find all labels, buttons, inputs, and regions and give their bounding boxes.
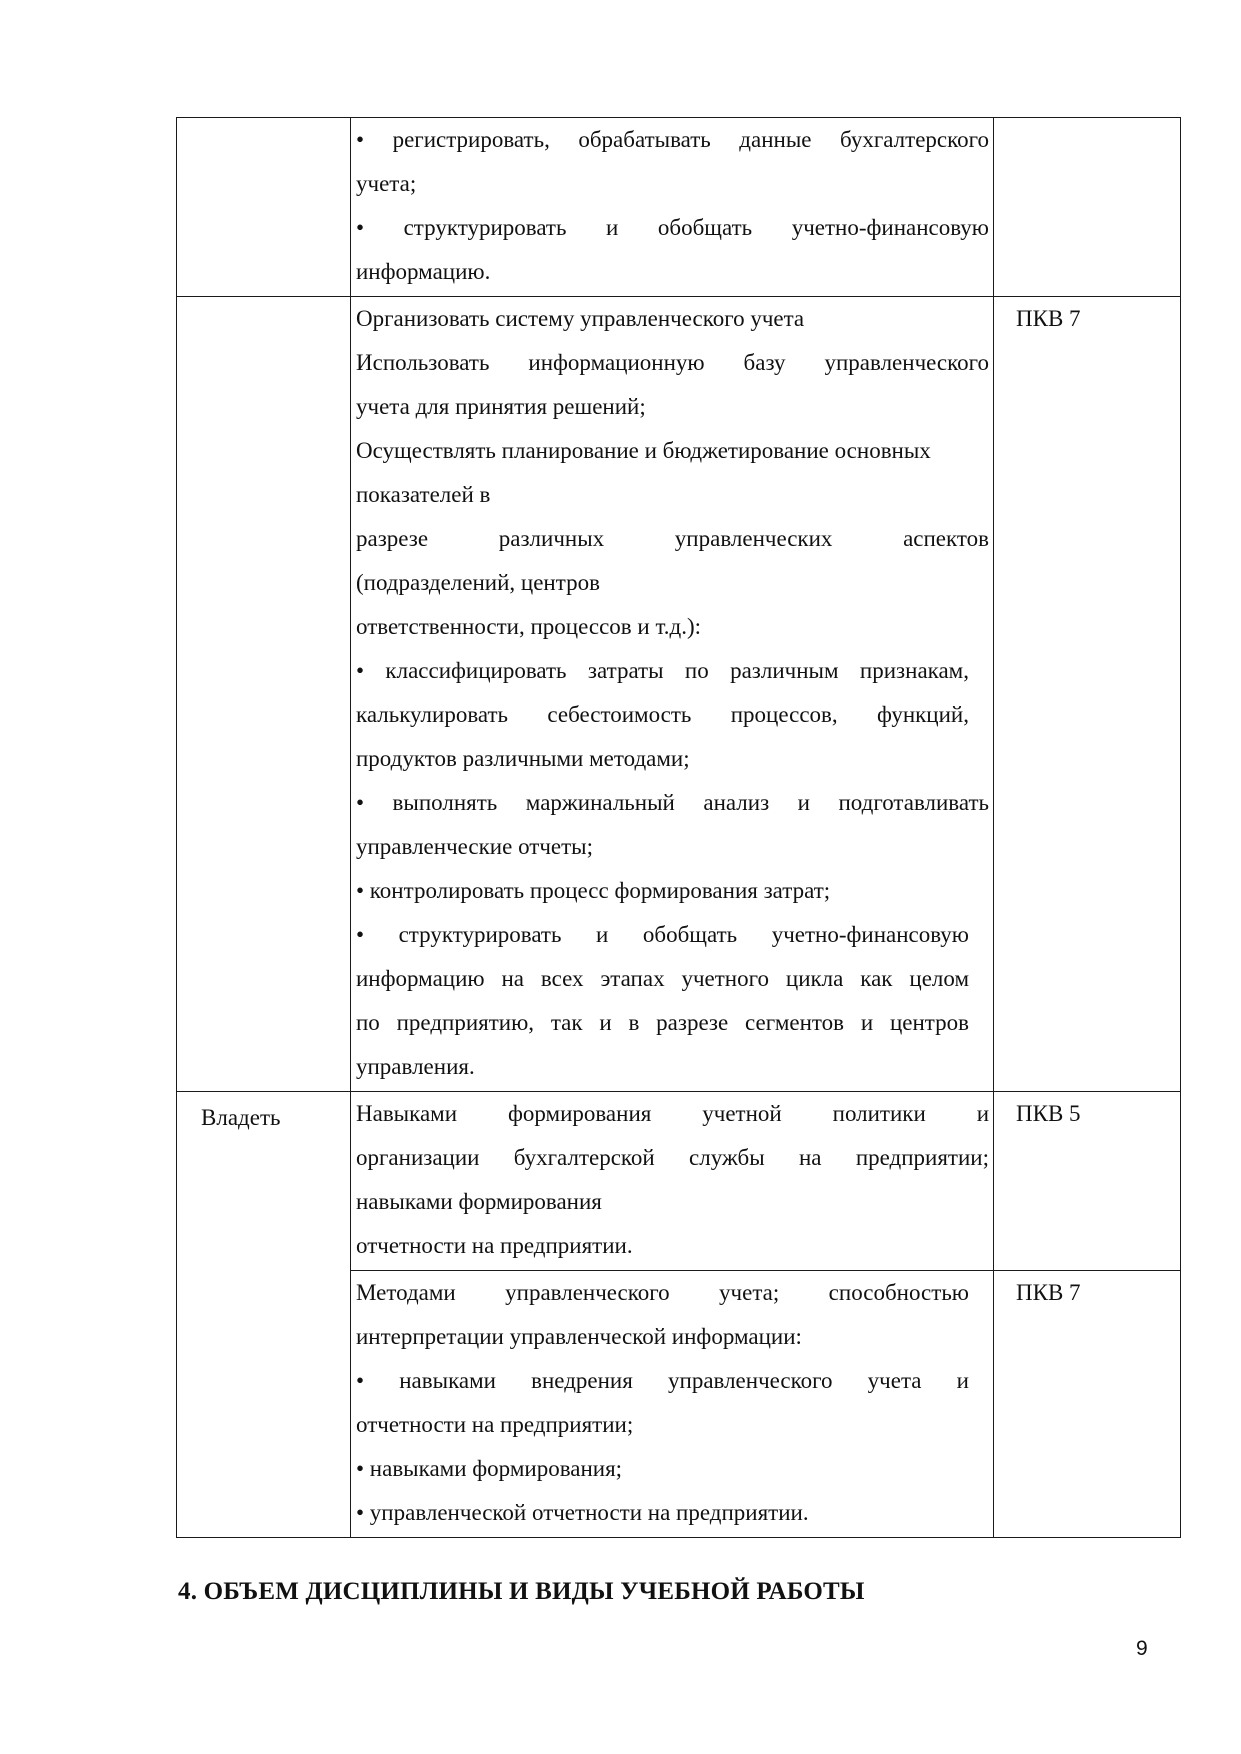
- description-line: ответственности, процессов и т.д.):: [356, 614, 702, 639]
- description-line: калькулировать себестоимость процессов, функций,: [356, 702, 969, 727]
- table-row: [177, 118, 1181, 297]
- section-heading: 4. ОБЪЕМ ДИСЦИПЛИНЫ И ВИДЫ УЧЕБНОЙ РАБОТЫ: [178, 1578, 865, 1605]
- competency-code-cell: [994, 1271, 1181, 1538]
- description-line: навыками формирования: [356, 1189, 602, 1214]
- competency-code-cell: [994, 1092, 1181, 1271]
- competency-code-cell: [994, 118, 1181, 297]
- description-line: продуктов различными методами;: [356, 746, 690, 771]
- table-row: [177, 1092, 1181, 1271]
- description-line: Методами управленческого учета; способностью: [356, 1280, 969, 1305]
- description-line: Навыками формирования учетной политики и: [356, 1101, 989, 1126]
- description-line: • управленческой отчетности на предприятии.: [356, 1500, 809, 1525]
- description-line: • выполнять маржинальный анализ и подготавливать: [356, 790, 989, 815]
- description-line: учета для принятия решений;: [356, 394, 646, 419]
- description-line: (подразделений, центров: [356, 570, 600, 595]
- competency-code: ПКВ 7: [1016, 1280, 1081, 1305]
- description-line: Осуществлять планирование и бюджетирование основных: [356, 438, 931, 463]
- description-line: показателей в: [356, 482, 491, 507]
- competency-code-cell: [994, 297, 1181, 1092]
- description-line: • структурировать и обобщать учетно-финансовую: [356, 215, 989, 240]
- description-line: • контролировать процесс формирования затрат;: [356, 878, 831, 903]
- description-line: организации бухгалтерской службы на предприятии;: [356, 1145, 989, 1170]
- role-cell: [177, 1092, 351, 1538]
- table-row: [177, 297, 1181, 1092]
- description-line: разрезе различных управленческих аспектов: [356, 526, 989, 551]
- description-line: • структурировать и обобщать учетно-финансовую: [356, 922, 969, 947]
- role-cell: [177, 118, 351, 297]
- description-line: отчетности на предприятии.: [356, 1233, 633, 1258]
- description-cell: [351, 1092, 994, 1271]
- description-line: управленческие отчеты;: [356, 834, 593, 859]
- competency-code: ПКВ 5: [1016, 1101, 1081, 1126]
- role-label: Владеть: [201, 1105, 281, 1130]
- description-cell: [351, 118, 994, 297]
- description-line: Использовать информационную базу управленческого: [356, 350, 989, 375]
- description-line: Организовать систему управленческого учета: [356, 306, 805, 331]
- competency-code: ПКВ 7: [1016, 306, 1081, 331]
- description-line: по предприятию, так и в разрезе сегментов и центров: [356, 1010, 969, 1035]
- description-line: интерпретации управленческой информации:: [356, 1324, 802, 1349]
- description-line: • навыками формирования;: [356, 1456, 623, 1481]
- description-cell: [351, 1271, 994, 1538]
- description-line: информацию на всех этапах учетного цикла как целом: [356, 966, 969, 991]
- description-line: • навыками внедрения управленческого учета и: [356, 1368, 969, 1393]
- role-cell: [177, 297, 351, 1092]
- description-line: учета;: [356, 171, 417, 196]
- description-cell: [351, 297, 994, 1092]
- description-line: отчетности на предприятии;: [356, 1412, 634, 1437]
- description-line: • классифицировать затраты по различным признакам,: [356, 658, 969, 683]
- competencies-table: [176, 117, 1181, 1538]
- description-line: управления.: [356, 1054, 475, 1079]
- page-number: 9: [1136, 1637, 1148, 1660]
- description-line: информацию.: [356, 259, 491, 284]
- description-line: • регистрировать, обрабатывать данные бухгалтерского: [356, 127, 989, 152]
